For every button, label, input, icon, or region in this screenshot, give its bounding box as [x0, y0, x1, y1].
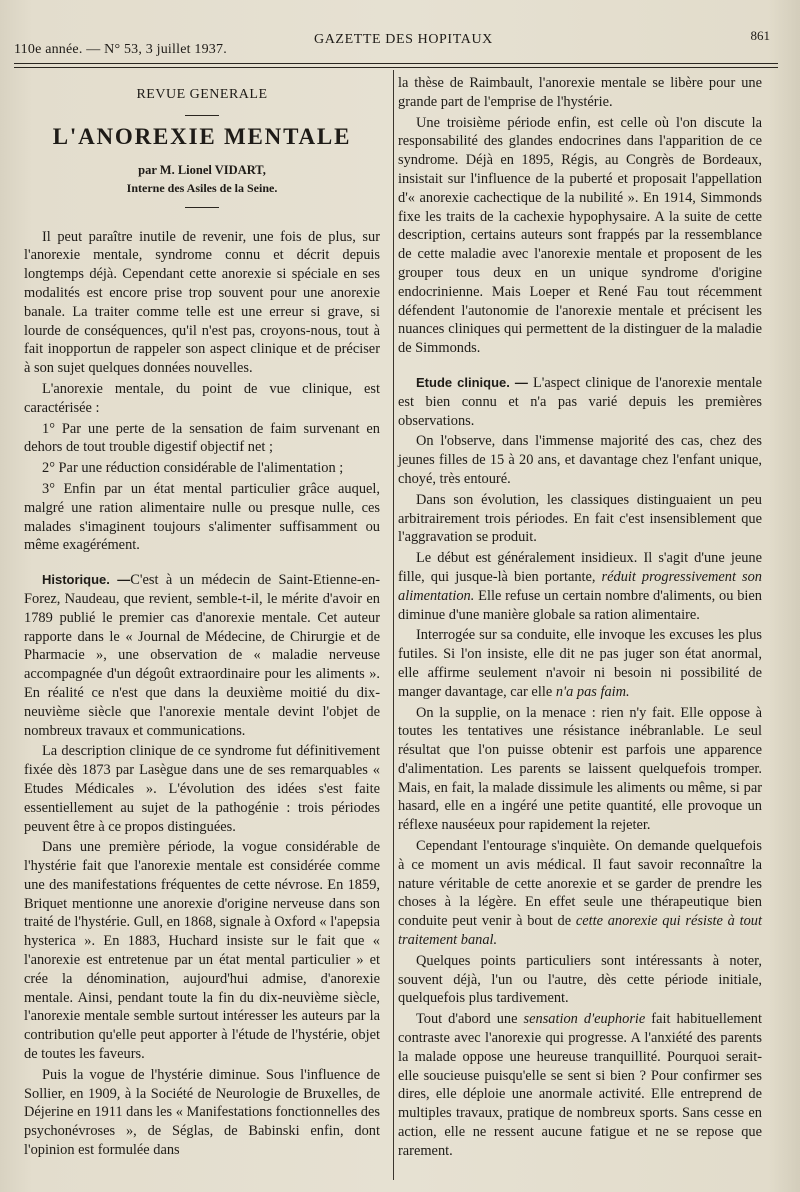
- paragraph: [398, 626, 762, 701]
- article-title: L'ANOREXIE MENTALE: [52, 123, 352, 149]
- paragraph: Quelques points particuliers sont intéressants à noter, souvent déjà, l'un ou l'autre, dès cette période initiale, quelquefois plus tardivement.: [398, 952, 762, 1007]
- paragraph: Puis la vogue de l'hystérie diminue. Sous l'influence de Sollier, en 1909, à la Société de Neurologie de Bruxelles, de Déjerine en 1911 dans les « Manifestations fonctionnelles des psychonévroses », de Séglas, de Babinski enfin, dont l'opinion est formulée dans: [24, 1066, 380, 1159]
- paragraph-text: Le début est généralement insidieux. Il s'agit d'une jeune fille, qui jusque-là bien portante,: [398, 550, 762, 585]
- paragraph: la thèse de Raimbault, l'anorexie mentale se libère pour une grande part de l'emprise de l'hystérie.: [398, 75, 762, 110]
- paragraph: Il peut paraître inutile de revenir, une fois de plus, sur l'anorexie mentale, syndrome connu et décrit depuis longtemps déjà. Cependant cette anorexie si spéciale en ses modalités est encore prise trop souvent pour une anorexie banale. La traiter comme telle est une erreur si grave, si lourde de conséquences, qu'il n'est pas, croyons-nous, tout à fait inopportun de rappeler son aspect clinique et de préciser à son sujet quelques données nouvelles.: [24, 228, 380, 377]
- paragraph-text: L'aspect clinique de l'anorexie mentale est bien connu et n'a pas varié depuis les premières observations.: [398, 374, 762, 429]
- paragraph: 3° Enfin par un état mental particulier grâce auquel, malgré une ration alimentaire nulle ou presque nulle, ces malades s'imaginent toujours s'alimenter suffisamment ou même exagérément.: [24, 480, 380, 554]
- paragraph: Dans une première période, la vogue considérable de l'hystérie fait que l'anorexie mentale est considérée comme une des manifestations fréquentes de cette névrose. En 1859, Briquet mentionne une anorexie d'origine nerveuse dans son traité de l'hystérie. Gull, en 1868, signale à Oxford « l'apepsia hysterica ». En 1883, Huchard insiste sur le fait que « l'anorexie est entretenue par un état mental particulier » et crée la dénomination, aujourd'hui admise, d'anorexie mentale. Ainsi, pendant toute la fin du dix-neuvième siècle, l'anorexie mentale semble surtout intéresser les auteurs par la contribution qu'elle peut apporter à l'étude de l'hystérie, objet de toutes les faveurs.: [24, 839, 380, 1063]
- paragraph: L'anorexie mentale, du point de vue clinique, est caractérisée :: [24, 380, 380, 416]
- issue-info: 110e année. — N° 53, 3 juillet 1937.: [14, 42, 227, 57]
- paragraph: 2° Par une réduction considérable de l'alimentation ;: [42, 460, 344, 477]
- paragraph-historique: [24, 571, 380, 740]
- paragraph: Une troisième période enfin, est celle où l'on discute la responsabilité des glandes endocrines dans l'apparition de ce syndrome. Déjà en 1895, Régis, au Congrès de Bordeaux, insistait sur l'influence de la puberté et proposait l'appellation d'« anorexie cachectique de la nubilité ». En 1914, Simmonds fixe les traits de la cachexie hypophysaire. A la suite de cette description, certains auteurs sont frappés par la ressemblance de cette maladie avec l'anorexie mentale et proposent de les grouper tous deux en un unique syndrome d'origine endocrinienne. Mais Loeper et René Fau tout récemment défendent l'autonomie de l'anorexie mentale et précisent les nuances cliniques qui permettent de la distinguer de la maladie de Simmonds.: [398, 114, 762, 357]
- header-rule-thin: [14, 67, 778, 68]
- author-affiliation: Interne des Asiles de la Seine.: [126, 180, 278, 195]
- page-header: [14, 28, 770, 57]
- page-number: 861: [750, 28, 770, 43]
- italic-text: cette anorexie qui résiste à tout traitement banal.: [398, 913, 762, 949]
- journal-title: GAZETTE DES HOPITAUX: [314, 32, 493, 47]
- short-divider: [185, 115, 219, 116]
- italic-text: n'a pas faim.: [555, 683, 630, 700]
- paragraph-text: Cependant l'entourage s'inquiète. On demande quelquefois à ce moment un avis médical. Il faut savoir reconnaître la nature véritable de cette anorexie et se garder de prendre les choses à la légère. En effet seule une thérapeutique bien conduite peut venir à bout de: [398, 838, 762, 930]
- italic-text: réduit progressivement son alimentation.: [398, 568, 762, 604]
- paragraph-text: Tout d'abord une: [416, 1011, 524, 1028]
- paragraph: On l'observe, dans l'immense majorité des cas, chez des jeunes filles de 15 à 20 ans, et davantage chez l'enfant unique, choyé, très entouré.: [398, 433, 762, 487]
- paragraph: La description clinique de ce syndrome fut définitivement fixée dès 1873 par Lasègue dans une de ses remarquables « Etudes Médicales ». L'évolution des idées s'est faite essentiellement au sujet de la pathogénie : trois périodes peuvent être à ce propos distinguées.: [24, 743, 380, 835]
- short-divider: [185, 207, 219, 208]
- author-byline: par M. Lionel VIDART,: [138, 162, 266, 177]
- paragraph-text: Interrogée sur sa conduite, elle invoque les excuses les plus futiles. Si l'on insiste, elle dit ne pas juger son état anormal, elle affirme seulement n'avoir ni besoin ni possibilité de manger davantage, car elle: [398, 627, 762, 700]
- run-in-heading: Etude clinique. —: [416, 374, 528, 390]
- paragraph-text: C'est à un médecin de Saint-Etienne-en-Forez, Naudeau, que revient, semble-t-il, le mérite d'avoir en 1789 publié le premier cas d'anorexie mentale. Cet auteur rapporte dans le « Journal de Médecine, de Chirurgie et de Pharmacie », une observation de « maladie nerveuse accompagnée d'un dégoût extraordinaire pour les aliments ». En réalité ce n'est que dans la deuxième moitié du dix-neuvième siècle que l'anorexie mentale devint l'objet de nombreux travaux et communications.: [24, 572, 380, 739]
- section-heading: REVUE GENERALE: [136, 87, 268, 102]
- header-rule: [14, 63, 778, 64]
- column-divider: [393, 70, 394, 1180]
- paragraph: Dans son évolution, les classiques distinguaient un peu arbitrairement trois périodes. En fait c'est insensiblement que l'aggravation se produit.: [398, 491, 762, 546]
- column-left: [24, 86, 380, 1162]
- paragraph-text: Elle refuse un certain nombre d'aliments, ou bien diminue d'une manière globale sa ration alimentaire.: [398, 587, 762, 623]
- italic-text: sensation d'euphorie: [523, 1011, 646, 1028]
- paragraph-etude: [398, 374, 762, 430]
- paragraph: On la supplie, on la menace : rien n'y fait. Elle oppose à toutes les tentatives une résistance inébranlable. Le seul résultat que l'on puisse obtenir est parfois une apparence d'alimentation. Les parents se laissent quelquefois tromper. Mais, en fait, la malade dissimule les aliments ou même, si par hasard, elle en a ingéré une petite quantité, elle provoque un réflexe nauséeux pour rapidement la rejeter.: [398, 704, 762, 834]
- paragraph: [398, 549, 762, 624]
- paragraph: [398, 1010, 762, 1160]
- run-in-heading: Historique. —: [42, 572, 131, 588]
- paragraph: 1° Par une perte de la sensation de faim survenant en dehors de tout trouble digestif objectif net ;: [24, 420, 380, 456]
- paragraph-text: fait habituellement contraste avec l'anorexie qui progresse. A l'anxiété des parents la malade oppose une heureuse tranquillité. Pourquoi serait-elle soucieuse puisqu'elle se sent si bien ? Pour confirmer ses dires, elle déploie une anormale activité. Elle entreprend de multiples travaux, pratique de nombreux sports. Sans cesse en action, elle ne ressent aucune fatigue et ne se repose que rarement.: [398, 1011, 763, 1159]
- paragraph: [398, 837, 762, 950]
- column-right: [398, 74, 762, 1163]
